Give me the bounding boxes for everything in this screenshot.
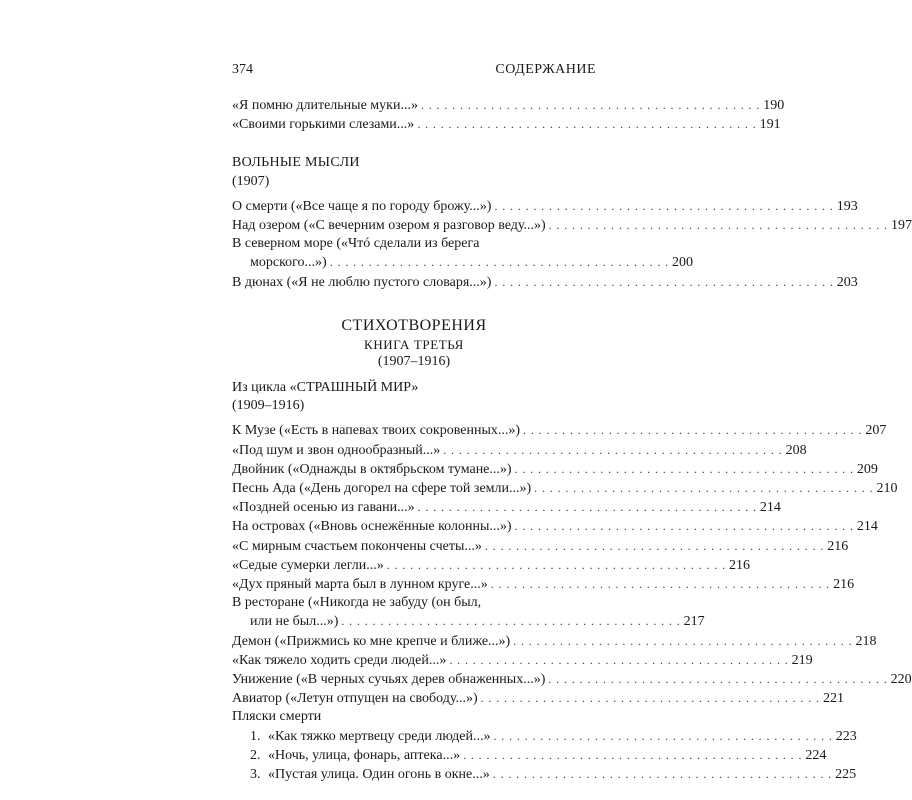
dot-leader: . . . . . . . . . . . . . . . . . . . . . . . . . . . . . . . . . . . . . . . . . . . . [534, 481, 874, 496]
entry-title: морского...») [250, 255, 327, 271]
entry-title: В дюнах («Я не люблю пустого словаря...») [232, 274, 492, 290]
toc-entry [232, 765, 857, 784]
toc-entry [232, 651, 813, 670]
book-title: СТИХОТВОРЕНИЯ [341, 316, 487, 334]
entry-page: 197 [890, 218, 912, 234]
entry-page: 223 [835, 728, 857, 744]
toc-entry [232, 632, 877, 651]
entry-page: 193 [836, 198, 858, 214]
dot-leader: . . . . . . . . . . . . . . . . . . . . . . . . . . . . . . . . . . . . . . . . . . . . [494, 274, 834, 289]
entry-page: 217 [683, 614, 705, 630]
entry-page: 203 [836, 274, 858, 290]
entry-page: 214 [759, 500, 781, 516]
toc-entry [232, 746, 827, 765]
entry-page: 209 [856, 461, 878, 477]
dot-leader: . . . . . . . . . . . . . . . . . . . . . . . . . . . . . . . . . . . . . . . . . . . . [386, 557, 727, 572]
toc-entry [232, 273, 858, 292]
dot-leader: . . . . . . . . . . . . . . . . . . . . . . . . . . . . . . . . . . . . . . . . . . . . [420, 98, 761, 112]
entry-page: 216 [827, 538, 849, 554]
entry-title: Унижение («В черных сучьях дерев обнаженных...») [232, 672, 546, 688]
dot-leader: . . . . . . . . . . . . . . . . . . . . . . . . . . . . . . . . . . . . . . . . . . . . [463, 747, 803, 762]
entry-title: Демон («Прижмись ко мне крепче и ближе...») [232, 633, 511, 649]
entry-title: «Я помню длительные муки...» [232, 98, 418, 113]
dot-leader: . . . . . . . . . . . . . . . . . . . . . . . . . . . . . . . . . . . . . . . . . . . . [449, 652, 789, 667]
dot-leader: . . . . . . . . . . . . . . . . . . . . . . . . . . . . . . . . . . . . . . . . . . . . [480, 691, 820, 706]
entry-title: или не был...») [250, 614, 339, 630]
entry-page: 210 [876, 481, 898, 497]
entry-page: 225 [835, 767, 857, 783]
dot-leader: . . . . . . . . . . . . . . . . . . . . . . . . . . . . . . . . . . . . . . . . . . . . [490, 577, 831, 592]
book-years: (1907–1916) [377, 353, 451, 369]
entry-title: «Под шум и звон однообразный...» [232, 442, 441, 458]
entry-page: 207 [865, 423, 887, 439]
entry-number: 2. [250, 747, 261, 763]
section-year: (1907) [232, 173, 270, 189]
entry-title: «Пустая улица. Один огонь в окне...» [268, 767, 490, 783]
dot-leader: . . . . . . . . . . . . . . . . . . . . . . . . . . . . . . . . . . . . . . . . . . . . [494, 198, 834, 213]
dot-leader: . . . . . . . . . . . . . . . . . . . . . . . . . . . . . . . . . . . . . . . . . . . . [548, 672, 888, 687]
entry-page: 208 [785, 442, 807, 458]
toc-entry [232, 253, 694, 272]
page-header [232, 62, 596, 82]
entry-first-line: В северном море («Чтó сделали из берега [232, 236, 480, 252]
dot-leader: . . . . . . . . . . . . . . . . . . . . . . . . . . . . . . . . . . . . . . . . . . . . [417, 117, 757, 132]
toc-entry [232, 670, 912, 689]
entry-page: 216 [833, 577, 855, 593]
entry-page: 214 [856, 519, 878, 535]
dot-leader: . . . . . . . . . . . . . . . . . . . . . . . . . . . . . . . . . . . . . . . . . . . . [329, 255, 670, 270]
toc-entry [232, 441, 807, 460]
entry-title: «Ночь, улица, фонарь, аптека...» [268, 747, 461, 763]
entry-title: Двойник («Однажды в октябрьском тумане...») [232, 461, 512, 477]
toc-entry [232, 517, 878, 536]
entry-title: «Как тяжело ходить среди людей...» [232, 652, 447, 668]
entry-title: «Как тяжко мертвецу среди людей...» [268, 728, 491, 744]
entry-title: К Музе («Есть в напевах твоих сокровенных...») [232, 423, 521, 439]
entry-page: 219 [791, 652, 813, 668]
entry-title: Авиатор («Летун отпущен на свободу...») [232, 691, 478, 707]
toc-entry [232, 479, 898, 498]
entry-title: «Поздней осенью из гавани...» [232, 500, 415, 516]
entry-title: Над озером («С вечерним озером я разговор веду...») [232, 218, 546, 234]
running-title: СОДЕРЖАНИЕ [495, 62, 596, 77]
dot-leader: . . . . . . . . . . . . . . . . . . . . . . . . . . . . . . . . . . . . . . . . . . . . [417, 500, 757, 515]
entry-first-line: В ресторане («Никогда не забуду (он был, [232, 595, 482, 611]
table-of-contents [232, 96, 912, 784]
entry-page: 221 [822, 691, 844, 707]
dot-leader: . . . . . . . . . . . . . . . . . . . . . . . . . . . . . . . . . . . . . . . . . . . . [484, 538, 825, 553]
entry-number: 3. [250, 767, 261, 783]
dot-leader: . . . . . . . . . . . . . . . . . . . . . . . . . . . . . . . . . . . . . . . . . . . . [492, 767, 833, 782]
entry-page: 218 [855, 633, 877, 649]
toc-entry [232, 115, 781, 134]
cycle-title: Из цикла «СТРАШНЫЙ МИР» [232, 380, 419, 396]
cycle-year: (1909–1916) [232, 398, 305, 414]
entry-page: 200 [672, 255, 694, 271]
entry-page: 216 [729, 557, 751, 573]
toc-entry [232, 575, 855, 594]
entry-title: «Седые сумерки легли...» [232, 557, 384, 573]
dot-leader: . . . . . . . . . . . . . . . . . . . . . . . . . . . . . . . . . . . . . . . . . . . . [523, 423, 863, 438]
toc-entry [232, 421, 887, 440]
entry-title: Песнь Ада («День догорел на сфере той земли...») [232, 481, 532, 497]
dot-leader: . . . . . . . . . . . . . . . . . . . . . . . . . . . . . . . . . . . . . . . . . . . . [341, 614, 681, 629]
subcycle-title: Пляски смерти [232, 709, 322, 725]
section-title: ВОЛЬНЫЕ МЫСЛИ [232, 155, 360, 171]
entry-title: «Дух пряный марта был в лунном круге...» [232, 577, 488, 593]
dot-leader: . . . . . . . . . . . . . . . . . . . . . . . . . . . . . . . . . . . . . . . . . . . . [493, 728, 833, 743]
dot-leader: . . . . . . . . . . . . . . . . . . . . . . . . . . . . . . . . . . . . . . . . . . . . [548, 218, 888, 233]
entry-title: На островах («Вновь оснежённые колонны...») [232, 519, 512, 535]
entry-page: 220 [890, 672, 912, 688]
toc-entry [232, 96, 785, 115]
entry-page: 191 [759, 117, 781, 133]
toc-entry [232, 556, 751, 575]
entry-page: 190 [763, 98, 785, 113]
dot-leader: . . . . . . . . . . . . . . . . . . . . . . . . . . . . . . . . . . . . . . . . . . . . [443, 442, 783, 457]
entry-title: О смерти («Все чаще я по городу брожу...») [232, 198, 492, 214]
entry-title: «Своими горькими слезами...» [232, 117, 415, 133]
toc-entry [232, 612, 705, 631]
toc-entry [232, 498, 781, 517]
dot-leader: . . . . . . . . . . . . . . . . . . . . . . . . . . . . . . . . . . . . . . . . . . . . [514, 519, 854, 534]
entry-number: 1. [250, 728, 261, 744]
toc-entry [232, 460, 878, 479]
toc-entry [232, 537, 849, 556]
toc-entry [232, 727, 857, 746]
entry-page: 224 [805, 747, 827, 763]
toc-entry [232, 689, 844, 708]
toc-entry [232, 197, 858, 216]
entry-title: «С мирным счастьем покончены счеты...» [232, 538, 482, 554]
dot-leader: . . . . . . . . . . . . . . . . . . . . . . . . . . . . . . . . . . . . . . . . . . . . [514, 461, 854, 476]
toc-entry [232, 216, 912, 235]
dot-leader: . . . . . . . . . . . . . . . . . . . . . . . . . . . . . . . . . . . . . . . . . . . . [513, 633, 853, 648]
book-subtitle: КНИГА ТРЕТЬЯ [364, 336, 464, 352]
page-number: 374 [232, 62, 253, 77]
